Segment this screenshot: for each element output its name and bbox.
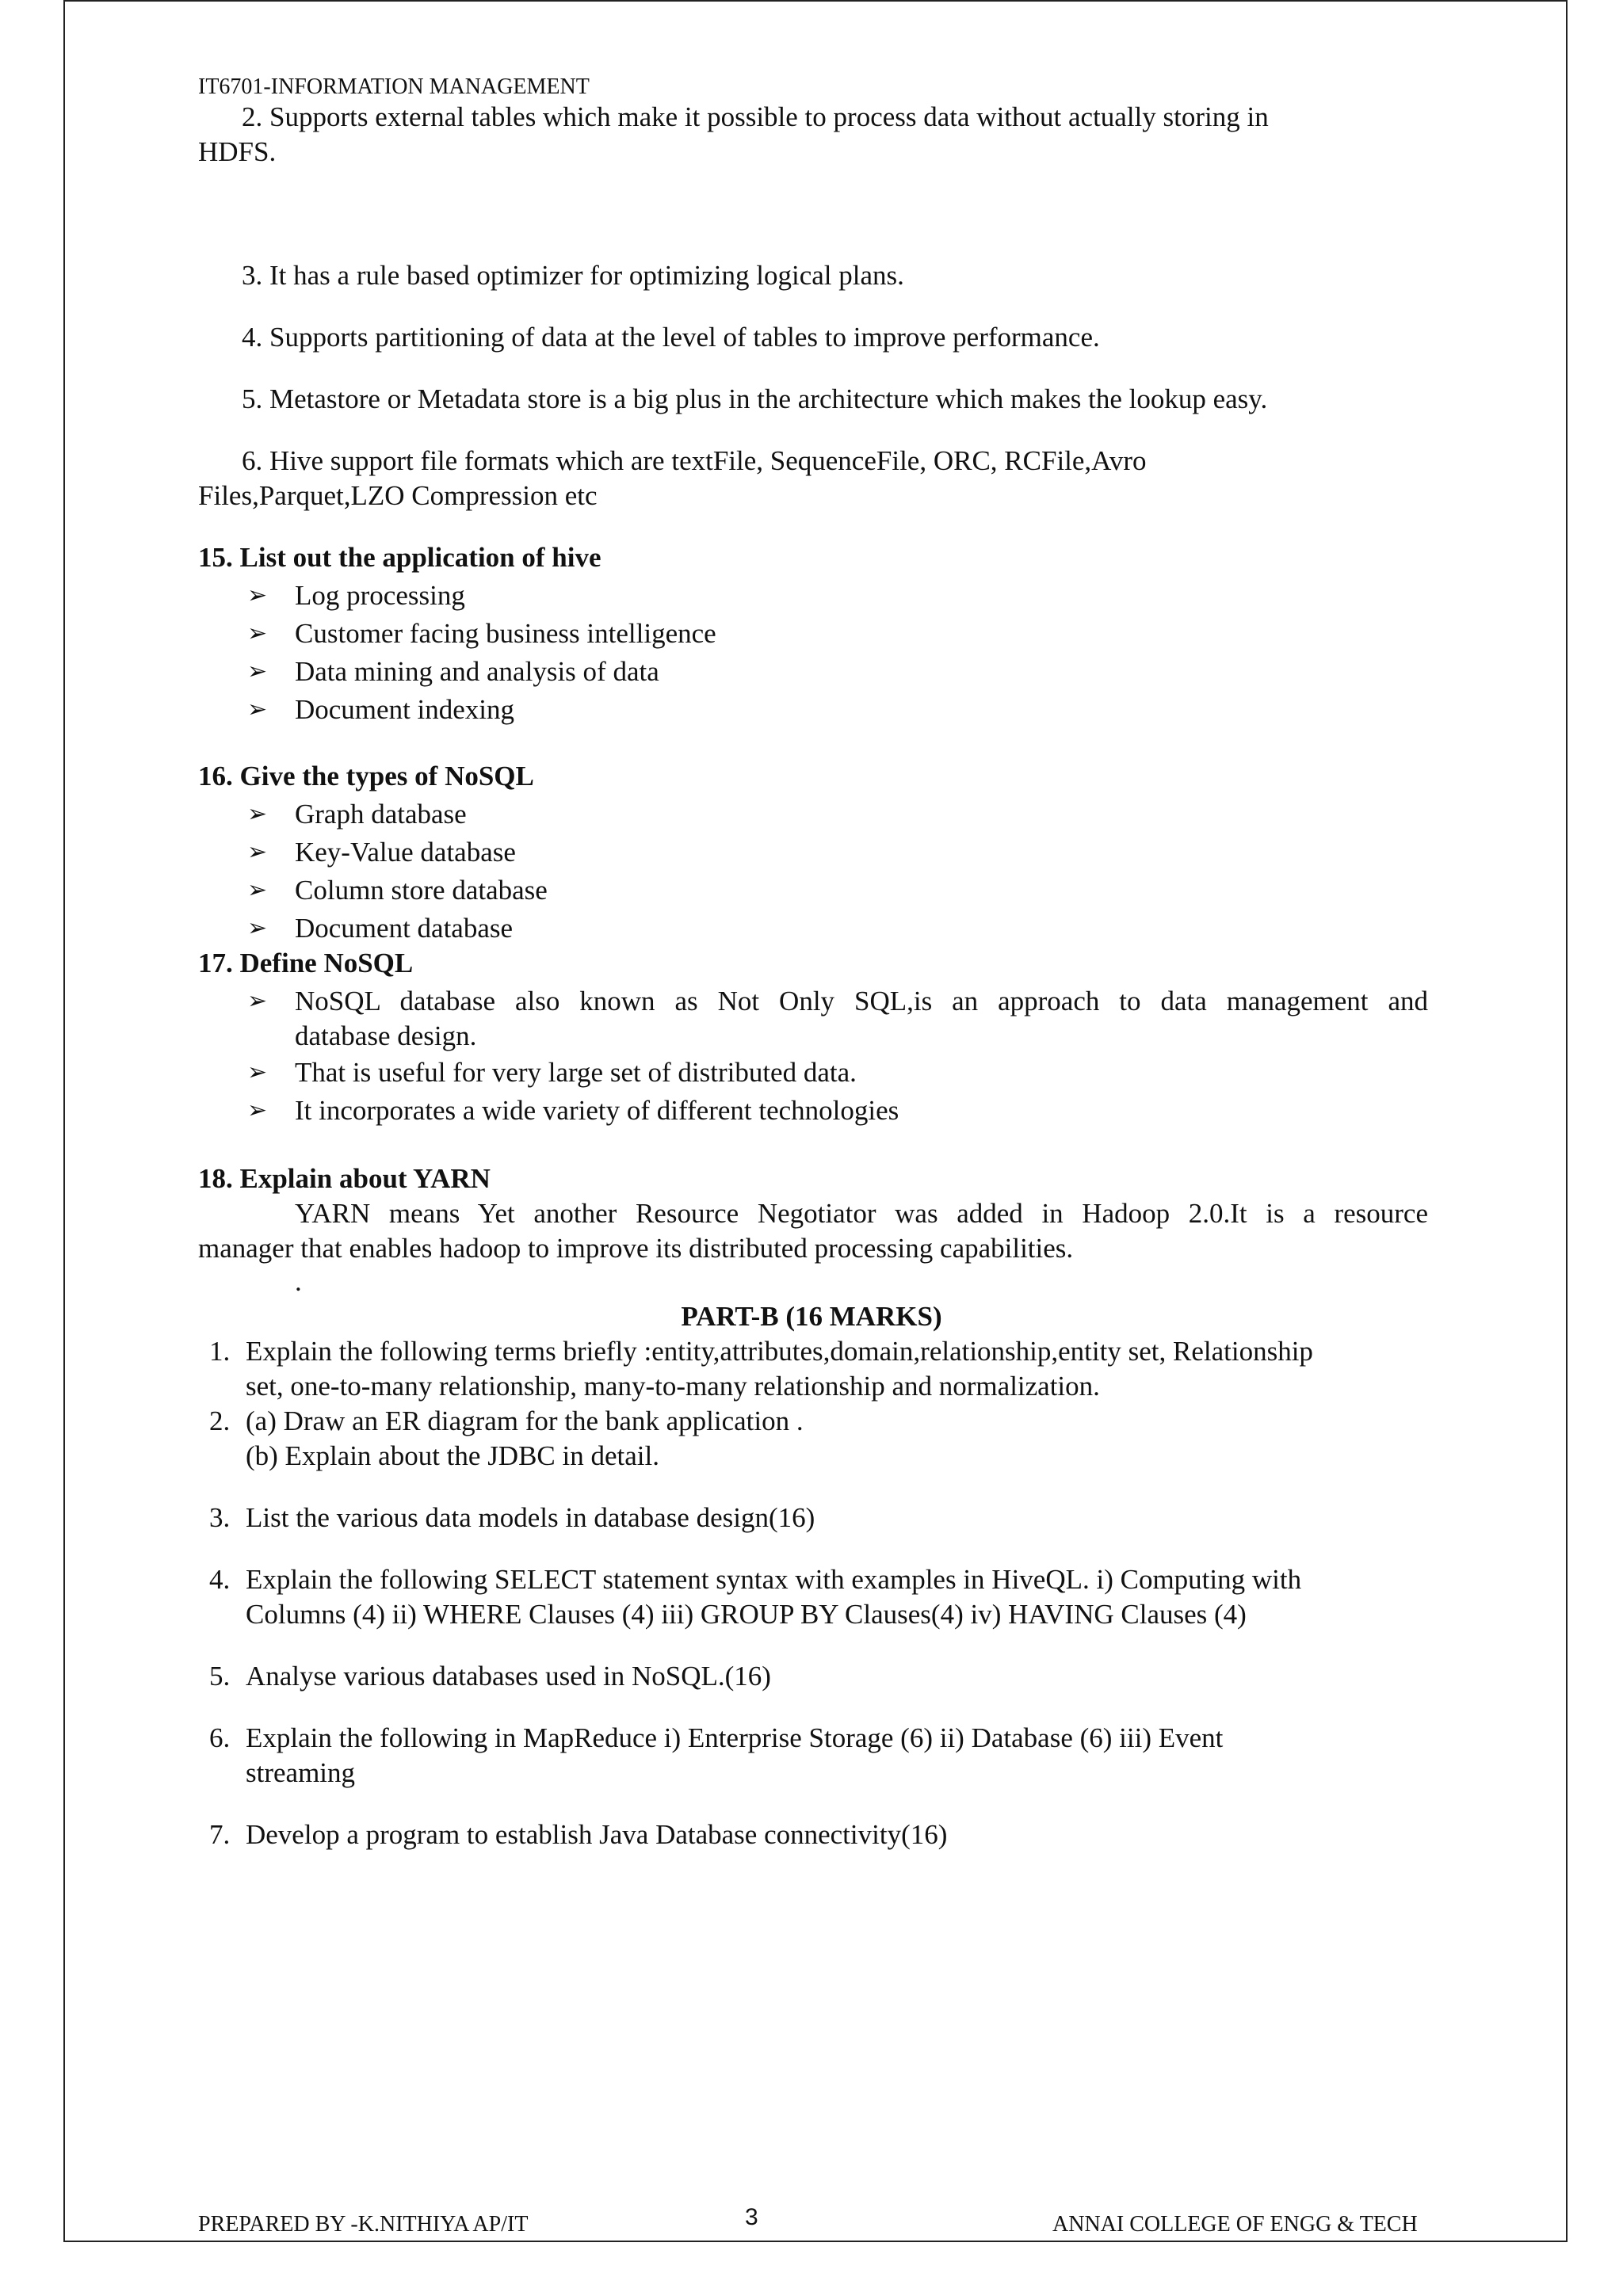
partb-q7: Develop a program to establish Java Database connectivity(16) bbox=[246, 1819, 948, 1850]
q15-item: Customer facing business intelligence bbox=[295, 618, 716, 649]
q17-title: 17. Define NoSQL bbox=[198, 948, 414, 978]
partb-q1-number: 1. bbox=[209, 1336, 231, 1367]
feature-6-line2: Files,Parquet,LZO Compression etc bbox=[198, 480, 598, 511]
q16-title: 16. Give the types of NoSQL bbox=[198, 761, 534, 791]
bullet-icon: ➢ bbox=[247, 582, 268, 609]
q16-item: Column store database bbox=[295, 875, 548, 906]
partb-q2-number: 2. bbox=[209, 1405, 231, 1436]
q17-item-1-line1: NoSQL database also known as Not Only SQL,is an approach to data management and bbox=[295, 986, 1428, 1016]
q17-item-2: That is useful for very large set of distributed data. bbox=[295, 1057, 857, 1088]
q15-item: Data mining and analysis of data bbox=[295, 656, 659, 687]
q16-item: Document database bbox=[295, 913, 514, 944]
q16-item: Key-Value database bbox=[295, 837, 516, 868]
q18-dot: . bbox=[295, 1266, 302, 1297]
partb-q3-number: 3. bbox=[209, 1502, 231, 1533]
q17-item-3: It incorporates a wide variety of different technologies bbox=[295, 1095, 899, 1126]
partb-q1-line2: set, one-to-many relationship, many-to-many relationship and normalization. bbox=[246, 1371, 1100, 1402]
bullet-icon: ➢ bbox=[247, 620, 268, 647]
bullet-icon: ➢ bbox=[247, 876, 268, 904]
bullet-icon: ➢ bbox=[247, 987, 268, 1015]
partb-q4-number: 4. bbox=[209, 1564, 231, 1595]
bullet-icon: ➢ bbox=[247, 800, 268, 828]
feature-3: 3. It has a rule based optimizer for optimizing logical plans. bbox=[242, 260, 904, 291]
q17-item-1-line2: database design. bbox=[295, 1020, 477, 1051]
q16-item: Graph database bbox=[295, 799, 467, 830]
feature-6-line1: 6. Hive support file formats which are textFile, SequenceFile, ORC, RCFile,Avro bbox=[242, 445, 1147, 476]
q18-line2: manager that enables hadoop to improve its distributed processing capabilities. bbox=[198, 1233, 1074, 1264]
q15-title: 15. List out the application of hive bbox=[198, 542, 601, 573]
q15-item: Log processing bbox=[295, 580, 465, 611]
partb-title: PART-B (16 MARKS) bbox=[681, 1301, 942, 1332]
feature-2-line2: HDFS. bbox=[198, 136, 277, 167]
partb-q5: Analyse various databases used in NoSQL.(16) bbox=[246, 1661, 771, 1691]
partb-q1-line1: Explain the following terms briefly :entity,attributes,domain,relationship,entity set, Relationship bbox=[246, 1336, 1313, 1367]
partb-q6-number: 6. bbox=[209, 1722, 231, 1753]
bullet-icon: ➢ bbox=[247, 914, 268, 942]
partb-q2-line1: (a) Draw an ER diagram for the bank application . bbox=[246, 1405, 804, 1436]
page-number: 3 bbox=[745, 2204, 758, 2230]
partb-q3: List the various data models in database design(16) bbox=[246, 1502, 815, 1533]
partb-q5-number: 5. bbox=[209, 1661, 231, 1691]
bullet-icon: ➢ bbox=[247, 1097, 268, 1124]
feature-4: 4. Supports partitioning of data at the level of tables to improve performance. bbox=[242, 322, 1100, 353]
bullet-icon: ➢ bbox=[247, 658, 268, 685]
partb-q6-line2: streaming bbox=[246, 1757, 356, 1788]
footer-prepared-by: PREPARED BY -K.NITHIYA AP/IT bbox=[198, 2212, 529, 2237]
partb-q4-line2: Columns (4) ii) WHERE Clauses (4) iii) GROUP BY Clauses(4) iv) HAVING Clauses (4) bbox=[246, 1599, 1247, 1630]
partb-q6-line1: Explain the following in MapReduce i) Enterprise Storage (6) ii) Database (6) iii) Event bbox=[246, 1722, 1224, 1753]
q18-title: 18. Explain about YARN bbox=[198, 1163, 491, 1194]
partb-q4-line1: Explain the following SELECT statement syntax with examples in HiveQL. i) Computing with bbox=[246, 1564, 1302, 1595]
feature-2-line1: 2. Supports external tables which make it possible to process data without actually storing in bbox=[242, 101, 1269, 132]
partb-q7-number: 7. bbox=[209, 1819, 231, 1850]
course-header: IT6701-INFORMATION MANAGEMENT bbox=[198, 74, 590, 99]
partb-q2-line2: (b) Explain about the JDBC in detail. bbox=[246, 1440, 659, 1471]
bullet-icon: ➢ bbox=[247, 838, 268, 866]
bullet-icon: ➢ bbox=[247, 696, 268, 723]
q18-line1: YARN means Yet another Resource Negotiator was added in Hadoop 2.0.It is a resource bbox=[295, 1198, 1428, 1229]
q15-item: Document indexing bbox=[295, 694, 515, 725]
footer-college: ANNAI COLLEGE OF ENGG & TECH bbox=[1052, 2212, 1418, 2237]
bullet-icon: ➢ bbox=[247, 1058, 268, 1086]
feature-5: 5. Metastore or Metadata store is a big plus in the architecture which makes the lookup easy. bbox=[242, 383, 1268, 414]
